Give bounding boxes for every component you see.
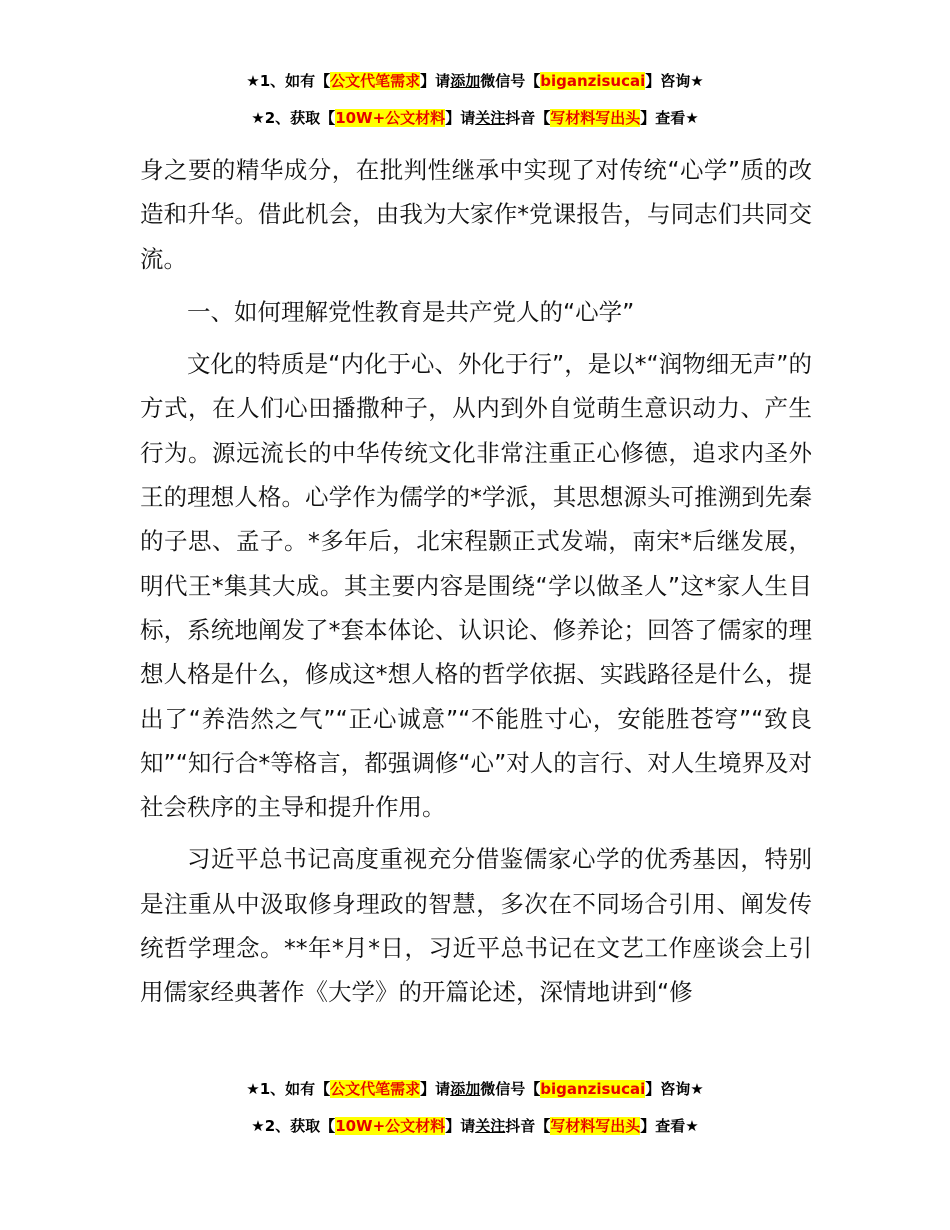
banner-text: ★2、获取【 <box>251 1117 336 1135</box>
underlined-action: 添加 <box>450 72 481 90</box>
underlined-action: 添加 <box>450 1080 481 1098</box>
banner-text: 】查看★ <box>640 109 699 127</box>
highlight-service: 公文代笔需求 <box>330 1080 421 1098</box>
banner-text: ★1、如有【 <box>246 1080 331 1098</box>
footer-ad-line-2 <box>0 1115 950 1137</box>
banner-text: 】查看★ <box>640 1117 699 1135</box>
paragraph: 习近平总书记高度重视充分借鉴儒家心学的优秀基因，特别是注重从中汲取修身理政的智慧，多次在不同场合引用、阐发传统哲学理念。**年*月*日，习近平总书记在文艺工作座谈会上引用儒家经典著作《大学》的开篇论述，深情地讲到“修 <box>140 845 812 1007</box>
highlight-wechat-id: biganzisucai <box>540 1080 646 1098</box>
paragraph: 文化的特质是“内化于心、外化于行”，是以*“润物细无声”的方式，在人们心田播撒种子，从内到外自觉萌生意识动力、产生行为。源远流长的中华传统文化非常注重正心修德，追求内圣外王的理想人格。心学作为儒学的*学派，其思想源头可推溯到先秦的子思、孟子。*多年后，北宋程颢正式发端，南宋*后继发展，明代王*集其大成。其主要内容是围绕“学以做圣人”这*家人生目标，系统地阐发了*套本体论、认识论、修养论；回答了儒家的理想人格是什么，修成这*想人格的哲学依据、实践路径是什么，提出了“养浩然之气”“正心诚意”“不能胜寸心，安能胜苍穹”“致良知”“知行合*等格言，都强调修“心”对人的言行、对人生境界及对社会秩序的主导和提升作用。 <box>140 350 812 822</box>
underlined-action: 关注 <box>475 1117 506 1135</box>
highlight-wechat-id: biganzisucai <box>540 72 646 90</box>
section-heading: 一、如何理解党性教育是共产党人的“心学” <box>187 297 635 326</box>
header-ad-line-2 <box>0 107 950 129</box>
banner-text: 】咨询★ <box>645 1080 704 1098</box>
highlight-service: 公文代笔需求 <box>330 72 421 90</box>
underlined-action: 关注 <box>475 109 506 127</box>
header-ad-line-1 <box>0 70 950 92</box>
footer-ad-line-1 <box>0 1078 950 1100</box>
highlight-douyin-account: 写材料写出头 <box>550 109 641 127</box>
banner-text: 微信号【 <box>480 72 541 90</box>
banner-text: 】请 <box>420 1080 451 1098</box>
paragraph-continuation: 身之要的精华成分，在批判性继承中实现了对传统“心学”质的改造和升华。借此机会，由我为大家作*党课报告，与同志们共同交流。 <box>140 156 812 273</box>
banner-text: 抖音【 <box>505 109 551 127</box>
highlight-douyin-account: 写材料写出头 <box>550 1117 641 1135</box>
banner-text: ★1、如有【 <box>246 72 331 90</box>
banner-text: 抖音【 <box>505 1117 551 1135</box>
highlight-materials: 10W+公文材料 <box>335 1117 446 1135</box>
banner-text: 】咨询★ <box>645 72 704 90</box>
banner-text: 】请 <box>445 109 476 127</box>
banner-text: 微信号【 <box>480 1080 541 1098</box>
highlight-materials: 10W+公文材料 <box>335 109 446 127</box>
banner-text: 】请 <box>445 1117 476 1135</box>
document-body <box>140 148 812 1023</box>
banner-text: ★2、获取【 <box>251 109 336 127</box>
banner-text: 】请 <box>420 72 451 90</box>
